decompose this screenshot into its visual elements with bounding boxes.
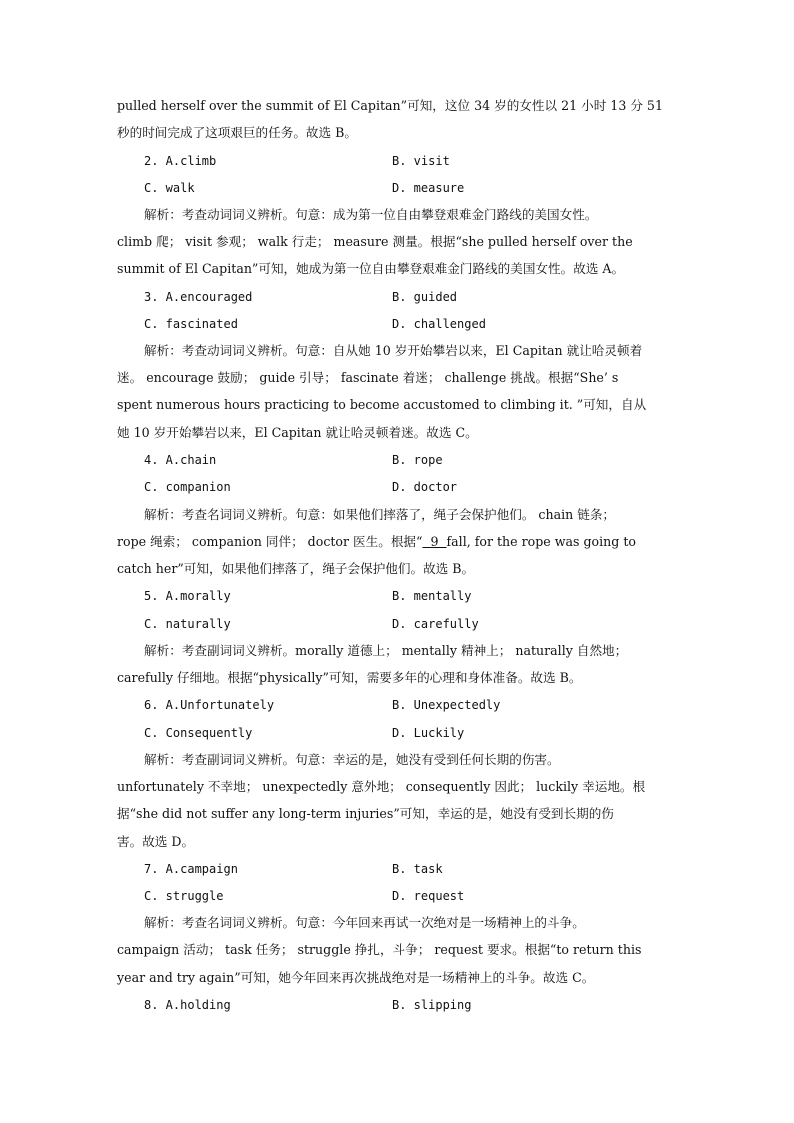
explanation-4: 解析：考查名词词义辨析。句意：如果他们摔落了，绳子会保护他们。 chain 链条；	[144, 507, 616, 522]
option-7d: D. request	[392, 889, 465, 903]
option-4c: C. companion	[144, 480, 231, 494]
text-line: campaign 活动； task 任务； struggle 挣扎，斗争； request 要求。根据“to return this	[117, 942, 642, 957]
blank-number	[422, 534, 446, 549]
option-5a: 5. A.morally	[144, 589, 231, 603]
text-line: catch her”可知，如果他们摔落了，绳子会保护他们。故选 B。	[117, 561, 475, 576]
text-line: 秒的时间完成了这项艰巨的任务。故选 B。	[117, 125, 357, 140]
text-line: carefully 仔细地。根据“physically”可知，需要多年的心理和身体准备。故选 B。	[117, 670, 582, 685]
text-line: year and try again”可知，她今年回来再次挑战绝对是一场精神上的斗争。故选 C。	[117, 970, 595, 985]
option-5b: B. mentally	[392, 589, 472, 603]
option-6d: D. Luckily	[392, 726, 465, 740]
explanation-7: 解析：考查名词词义辨析。句意：今年回来再试一次绝对是一场精神上的斗争。	[144, 915, 585, 930]
explanation-2: 解析：考查动词词义辨析。句意：成为第一位自由攀登艰难金门路线的美国女性。	[144, 207, 598, 222]
option-7c: C. struggle	[144, 889, 224, 903]
option-3b: B. guided	[392, 290, 458, 304]
text-line: climb 爬； visit 参观； walk 行走； measure 测量。根据“she pulled herself over the	[117, 234, 633, 249]
option-7b: B. task	[392, 862, 443, 876]
option-8a: 8. A.holding	[144, 998, 231, 1012]
text-line: unfortunately 不幸地； unexpectedly 意外地； consequently 因此； luckily 幸运地。根	[117, 779, 646, 794]
option-8b: B. slipping	[392, 998, 472, 1012]
option-3d: D. challenged	[392, 317, 486, 331]
option-6c: C. Consequently	[144, 726, 253, 740]
text-line	[117, 532, 794, 552]
explanation-5: 解析：考查副词词义辨析。morally 道德上； mentally 精神上； naturally 自然地；	[144, 643, 628, 658]
option-4b: B. rope	[392, 453, 443, 467]
text-segment: rope 绳索； companion 同伴； doctor 医生。根据“	[117, 534, 423, 549]
option-6a: 6. A.Unfortunately	[144, 698, 275, 712]
option-3a: 3. A.encouraged	[144, 290, 253, 304]
text-line: spent numerous hours practicing to become accustomed to climbing it. ”可知，自从	[117, 397, 647, 412]
option-2b: B. visit	[392, 154, 450, 168]
explanation-3: 解析：考查动词词义辨析。句意：自从她 10 岁开始攀岩以来，El Capitan 就让哈灵顿着	[144, 343, 643, 358]
blank-label: 9	[430, 534, 439, 549]
text-line: 害。故选 D。	[117, 834, 195, 849]
text-line: 她 10 岁开始攀岩以来，El Capitan 就让哈灵顿着迷。故选 C。	[117, 425, 478, 440]
text-line: pulled herself over the summit of El Capitan”可知，这位 34 岁的女性以 21 小时 13 分 51	[117, 98, 663, 113]
option-3c: C. fascinated	[144, 317, 238, 331]
text-segment: fall, for the rope was going to	[446, 534, 636, 549]
option-2a: 2. A.climb	[144, 154, 217, 168]
text-line: 迷。 encourage 鼓励； guide 引导； fascinate 着迷； challenge 挑战。根据“She’ s	[117, 370, 619, 385]
text-line: 据“she did not suffer any long-term injuries”可知，幸运的是，她没有受到长期的伤	[117, 806, 614, 821]
option-4a: 4. A.chain	[144, 453, 217, 467]
option-2c: C. walk	[144, 181, 195, 195]
option-6b: B. Unexpectedly	[392, 698, 501, 712]
option-5d: D. carefully	[392, 617, 479, 631]
option-4d: D. doctor	[392, 480, 458, 494]
explanation-6: 解析：考查副词词义辨析。句意：幸运的是，她没有受到任何长期的伤害。	[144, 752, 560, 767]
option-5c: C. naturally	[144, 617, 231, 631]
option-2d: D. measure	[392, 181, 465, 195]
option-7a: 7. A.campaign	[144, 862, 238, 876]
text-line: summit of El Capitan”可知，她成为第一位自由攀登艰难金门路线的美国女性。故选 A。	[117, 261, 625, 276]
